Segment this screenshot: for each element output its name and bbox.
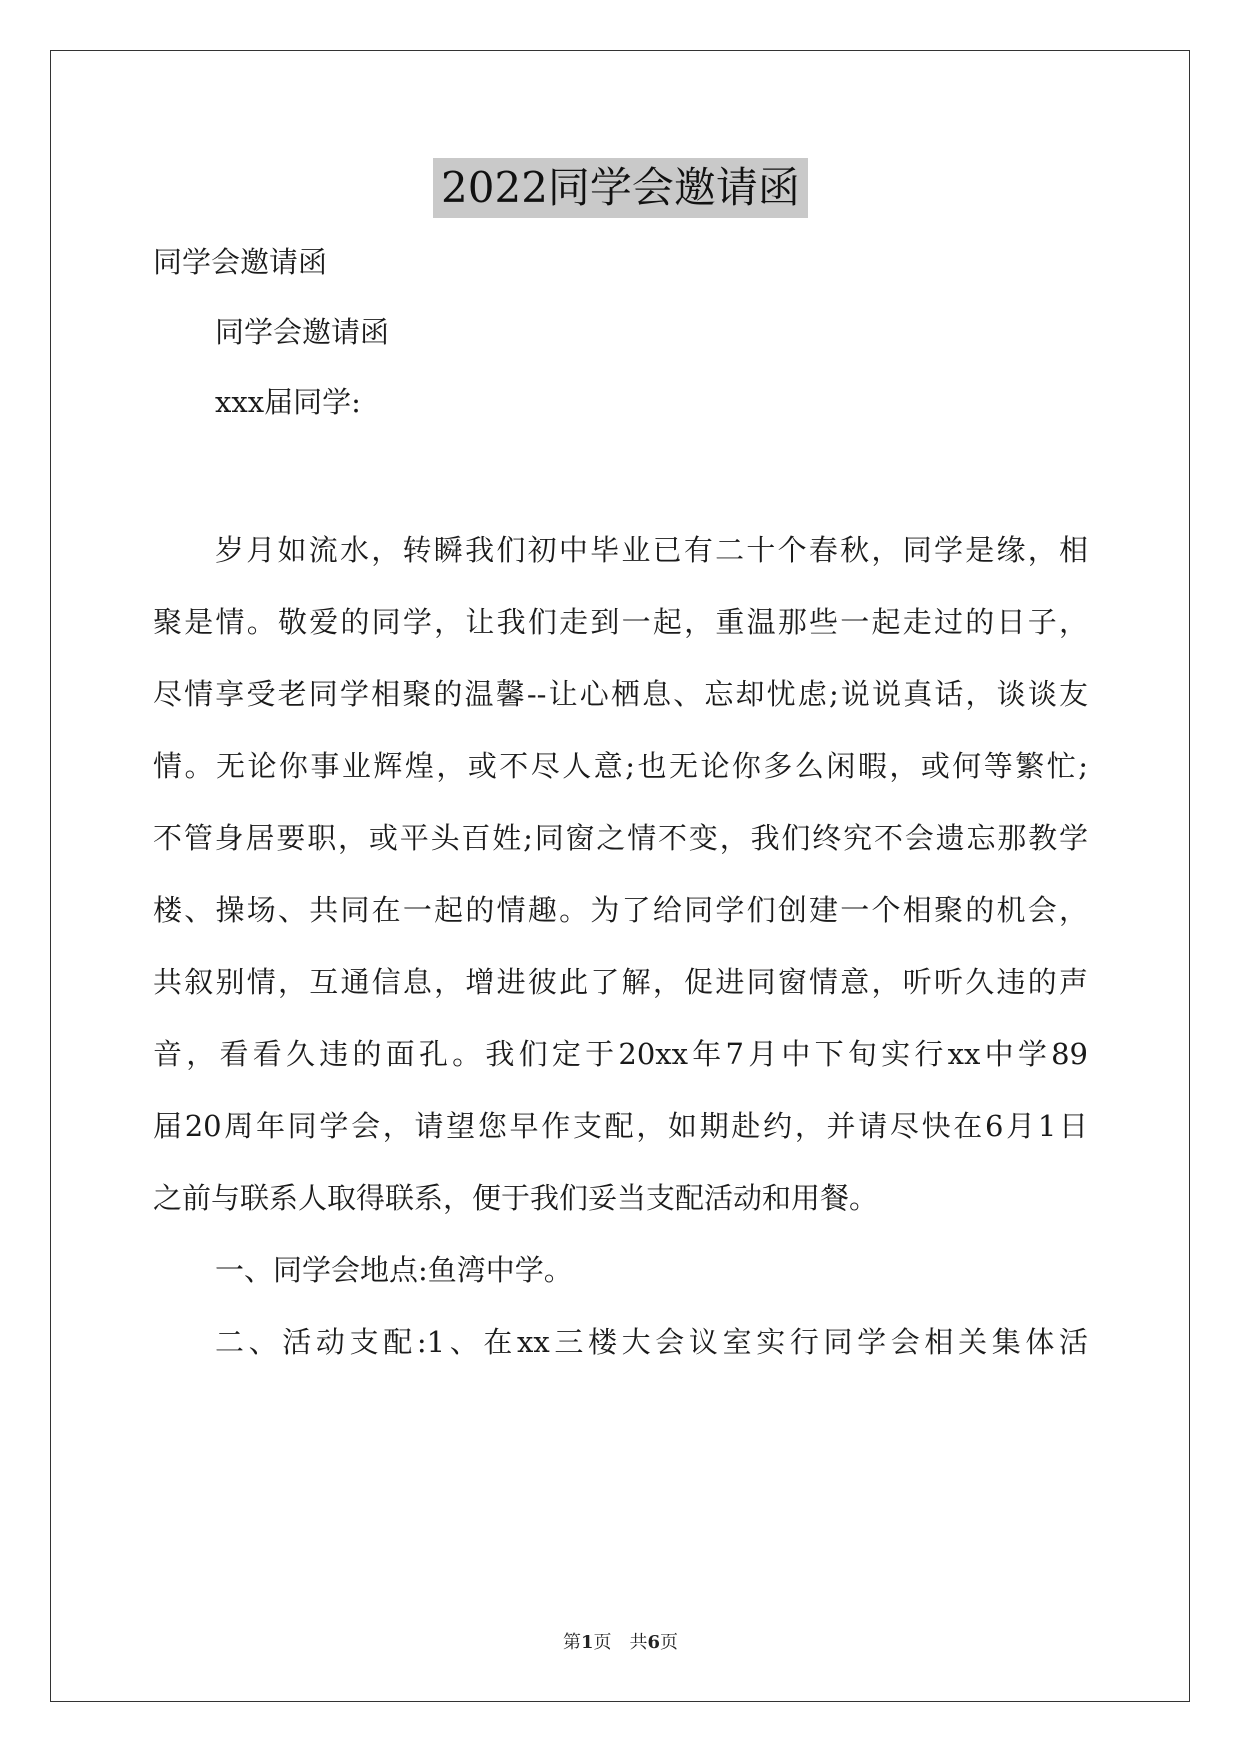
body-line: 岁月如流水，转瞬我们初中毕业已有二十个春秋，同学是缘，相 bbox=[215, 533, 1088, 567]
document-title: 2022同学会邀请函 bbox=[433, 158, 808, 218]
body-line: 届20周年同学会，请望您早作支配，如期赴约，并请尽快在6月1日 bbox=[153, 1109, 1088, 1143]
body-line: 共叙别情，互通信息，增进彼此了解，促进同窗情意，听听久违的声 bbox=[153, 965, 1088, 999]
body-line: 音，看看久违的面孔。我们定于20xx年7月中下旬实行xx中学89 bbox=[153, 1037, 1088, 1071]
page-footer bbox=[0, 1631, 1241, 1655]
page-border bbox=[50, 50, 1190, 1702]
page-label-suffix: 页 bbox=[660, 1632, 679, 1653]
body-line: 情。无论你事业辉煌，或不尽人意;也无论你多么闲暇，或何等繁忙; bbox=[153, 749, 1088, 783]
subtitle: 同学会邀请函 bbox=[153, 245, 328, 279]
body-line: 不管身居要职，或平头百姓;同窗之情不变，我们终究不会遗忘那教学 bbox=[153, 821, 1088, 855]
list-item-activities: 二、活动支配:1、在xx三楼大会议室实行同学会相关集体活 bbox=[215, 1325, 1088, 1359]
body-line: 楼、操场、共同在一起的情趣。为了给同学们创建一个相聚的机会， bbox=[153, 893, 1088, 927]
page-label-prefix: 第 bbox=[562, 1632, 581, 1653]
list-item-location: 一、同学会地点:鱼湾中学。 bbox=[215, 1253, 573, 1287]
heading: 同学会邀请函 bbox=[215, 315, 390, 349]
body-line: 聚是情。敬爱的同学，让我们走到一起，重温那些一起走过的日子， bbox=[153, 605, 1088, 639]
body-line: 之前与联系人取得联系，便于我们妥当支配活动和用餐。 bbox=[153, 1181, 879, 1215]
page-label-mid: 页 共 bbox=[593, 1632, 648, 1653]
page-total: 6 bbox=[647, 1632, 661, 1653]
body-line: 尽情享受老同学相聚的温馨--让心栖息、忘却忧虑;说说真话，谈谈友 bbox=[153, 677, 1088, 711]
page-current: 1 bbox=[580, 1632, 594, 1653]
title-container bbox=[0, 158, 1241, 218]
salutation: xxx届同学: bbox=[215, 385, 361, 419]
